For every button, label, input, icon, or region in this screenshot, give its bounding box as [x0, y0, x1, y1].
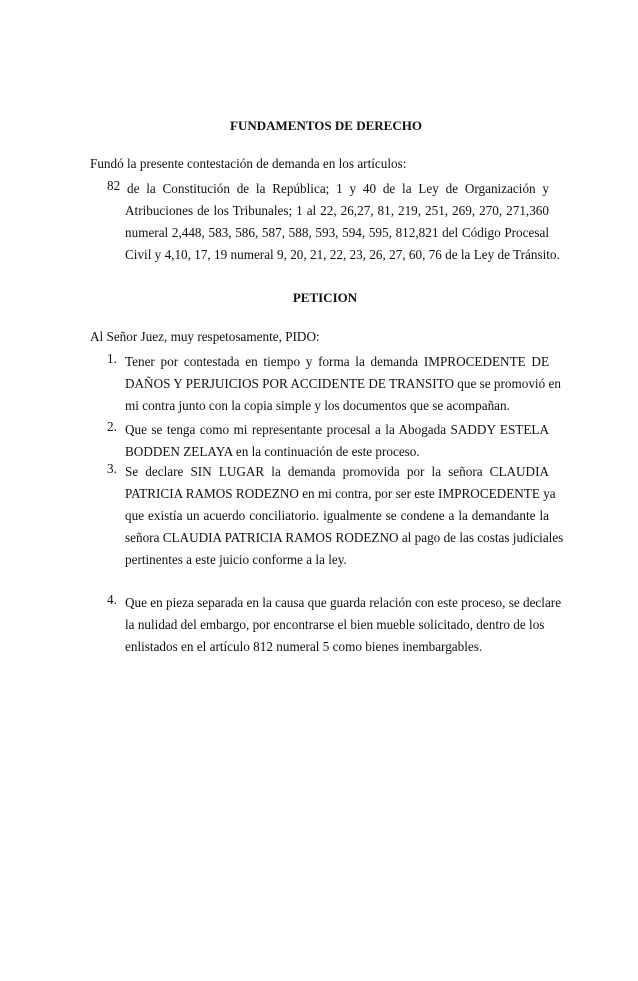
item-number: 2.	[107, 419, 117, 434]
peticion-item-3	[0, 461, 638, 571]
item-line: Que en pieza separada en la causa que guarda relación con este proceso, se declare	[125, 595, 562, 610]
item-line: señora CLAUDIA PATRICIA RAMOS RODEZNO al pago de las costas judiciales	[125, 530, 564, 545]
fundamentos-heading: FUNDAMENTOS DE DERECHO	[230, 118, 422, 133]
article-line: Civil y 4,10, 17, 19 numeral 9, 20, 21, 22, 23, 26, 27, 60, 76 de la Ley de Tránsito.	[125, 247, 560, 262]
peticion-item-4	[0, 592, 638, 658]
item-number: 4.	[107, 592, 117, 607]
list-item	[0, 461, 638, 571]
article-line: numeral 2,448, 583, 586, 587, 588, 593, 594, 595, 812,821 del Código Procesal	[125, 225, 549, 240]
articles-block	[0, 178, 638, 266]
item-line: BODDEN ZELAYA en la continuación de este proceso.	[125, 444, 420, 459]
item-line: Se declare SIN LUGAR la demanda promovida por la señora CLAUDIA	[125, 464, 549, 479]
peticion-item-2	[0, 419, 638, 463]
item-number: 1.	[107, 351, 117, 366]
list-item	[0, 592, 638, 658]
article-line: Atribuciones de los Tribunales; 1 al 22, 26,27, 81, 219, 251, 269, 270, 271,360	[125, 203, 549, 218]
item-number: 3.	[107, 461, 117, 476]
item-line: pertinentes a este juicio conforme a la ley.	[125, 552, 347, 567]
article-number: 82	[107, 178, 121, 193]
item-line: Que se tenga como mi representante procesal a la Abogada SADDY ESTELA	[125, 422, 549, 437]
item-line: la nulidad del embargo, por encontrarse el bien mueble solicitado, dentro de los	[125, 617, 545, 632]
peticion-heading: PETICION	[292, 290, 358, 305]
item-line: mi contra junto con la copia simple y los documentos que se acompañan.	[125, 398, 510, 413]
peticion-intro: Al Señor Juez, muy respetosamente, PIDO:	[90, 329, 320, 344]
item-line: enlistados en el artículo 812 numeral 5 como bienes inembargables.	[125, 639, 483, 654]
item-line: Tener por contestada en tiempo y forma la demanda IMPROCEDENTE DE	[125, 354, 549, 369]
article-line: de la Constitución de la República; 1 y 40 de la Ley de Organización y	[127, 181, 549, 196]
list-item	[0, 419, 638, 463]
articles-paragraph	[0, 178, 638, 266]
item-line: DAÑOS Y PERJUICIOS POR ACCIDENTE DE TRANSITO que se promovió en	[125, 376, 561, 391]
item-line: PATRICIA RAMOS RODEZNO en mi contra, por ser este IMPROCEDENTE ya	[125, 486, 556, 501]
list-item	[0, 351, 638, 417]
fundamentos-intro: Fundó la presente contestación de demanda en los artículos:	[90, 156, 407, 171]
item-line: que existía un acuerdo conciliatorio. igualmente se condene a la demandante la	[125, 508, 549, 523]
peticion-item-1	[0, 351, 638, 417]
